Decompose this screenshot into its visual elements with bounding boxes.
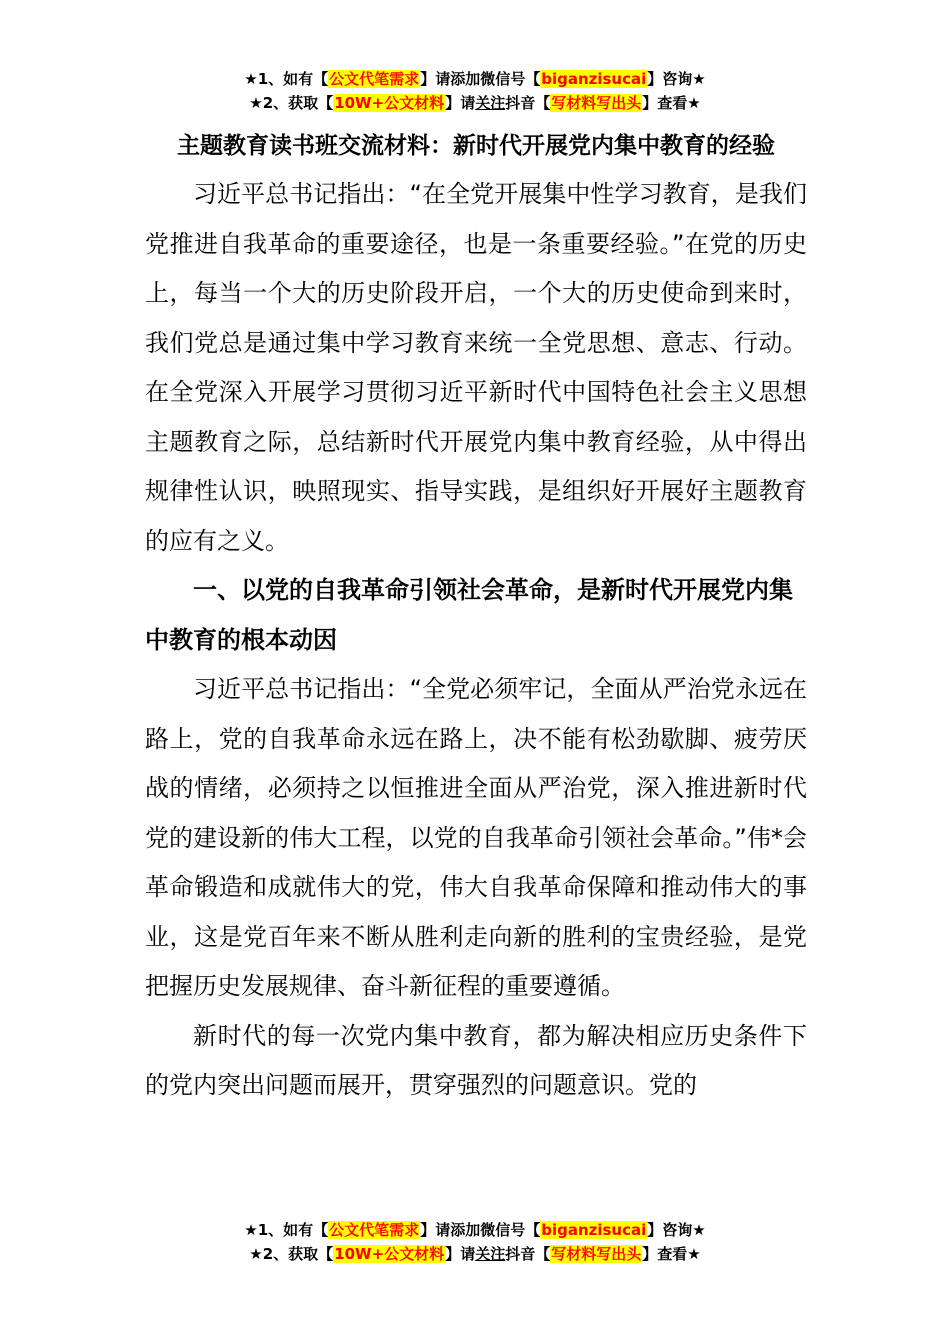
section-heading: 一、以党的自我革命引领社会革命，是新时代开展党内集中教育的根本动因 [145,576,793,654]
header-banner [0,67,950,115]
banner-line-1 [0,67,950,91]
banner-text: 抖音【 [505,94,551,112]
highlight-douyin: 写材料写出头 [551,1245,642,1263]
highlight-service: 公文代笔需求 [329,1221,420,1239]
banner-text: 】请 [445,1245,476,1263]
banner-text: ★2、获取【 [249,94,334,112]
banner-line-2 [0,1242,950,1266]
banner-text: 抖音【 [505,1245,551,1263]
banner-text: 】请 [445,94,476,112]
banner-line-2 [0,91,950,115]
underlined-follow: 关注 [475,94,506,112]
banner-text: 】查看★ [642,94,701,112]
banner-text: ★2、获取【 [249,1245,334,1263]
highlight-wechat-id: biganzisucai [541,70,647,88]
highlight-materials: 10W+公文材料 [334,94,445,112]
banner-line-1 [0,1218,950,1242]
document-title: 主题教育读书班交流材料：新时代开展党内集中教育的经验 [177,133,775,159]
banner-text: 】咨询★ [647,70,706,88]
underlined-follow: 关注 [475,1245,506,1263]
banner-text: 】查看★ [642,1245,701,1263]
paragraph: 习近平总书记指出：“全党必须牢记，全面从严治党永远在路上，党的自我革命永远在路上，决不能有松劲歇脚、疲劳厌战的情绪，必须持之以恒推进全面从严治党，深入推进新时代党的建设新的伟大工程，以党的自我革命引领社会革命。”伟*会革命锻造和成就伟大的党，伟大自我革命保障和推动伟大的事业，这是党百年来不断从胜利走向新的胜利的宝贵经验，是党把握历史发展规律、奋斗新征程的重要遵循。 [145,675,807,1000]
banner-text: 】请添加微信号【 [420,1221,541,1239]
banner-text: 】咨询★ [647,1221,706,1239]
highlight-service: 公文代笔需求 [329,70,420,88]
paragraph: 新时代的每一次党内集中教育，都为解决相应历史条件下的党内突出问题而展开，贯穿强烈的问题意识。党的 [145,1021,807,1099]
document-body [145,122,807,1111]
banner-text: ★1、如有【 [244,70,329,88]
highlight-douyin: 写材料写出头 [551,94,642,112]
paragraph: 习近平总书记指出：“在全党开展集中性学习教育，是我们党推进自我革命的重要途径，也是一条重要经验。”在党的历史上，每当一个大的历史阶段开启，一个大的历史使命到来时，我们党总是通过集中学习教育来统一全党思想、意志、行动。在全党深入开展学习贯彻习近平新时代中国特色社会主义思想主题教育之际，总结新时代开展党内集中教育经验，从中得出规律性认识，映照现实、指导实践，是组织好开展好主题教育的应有之义。 [145,180,807,555]
footer-banner [0,1218,950,1266]
banner-text: ★1、如有【 [244,1221,329,1239]
highlight-materials: 10W+公文材料 [334,1245,445,1263]
highlight-wechat-id: biganzisucai [541,1221,647,1239]
banner-text: 】请添加微信号【 [420,70,541,88]
